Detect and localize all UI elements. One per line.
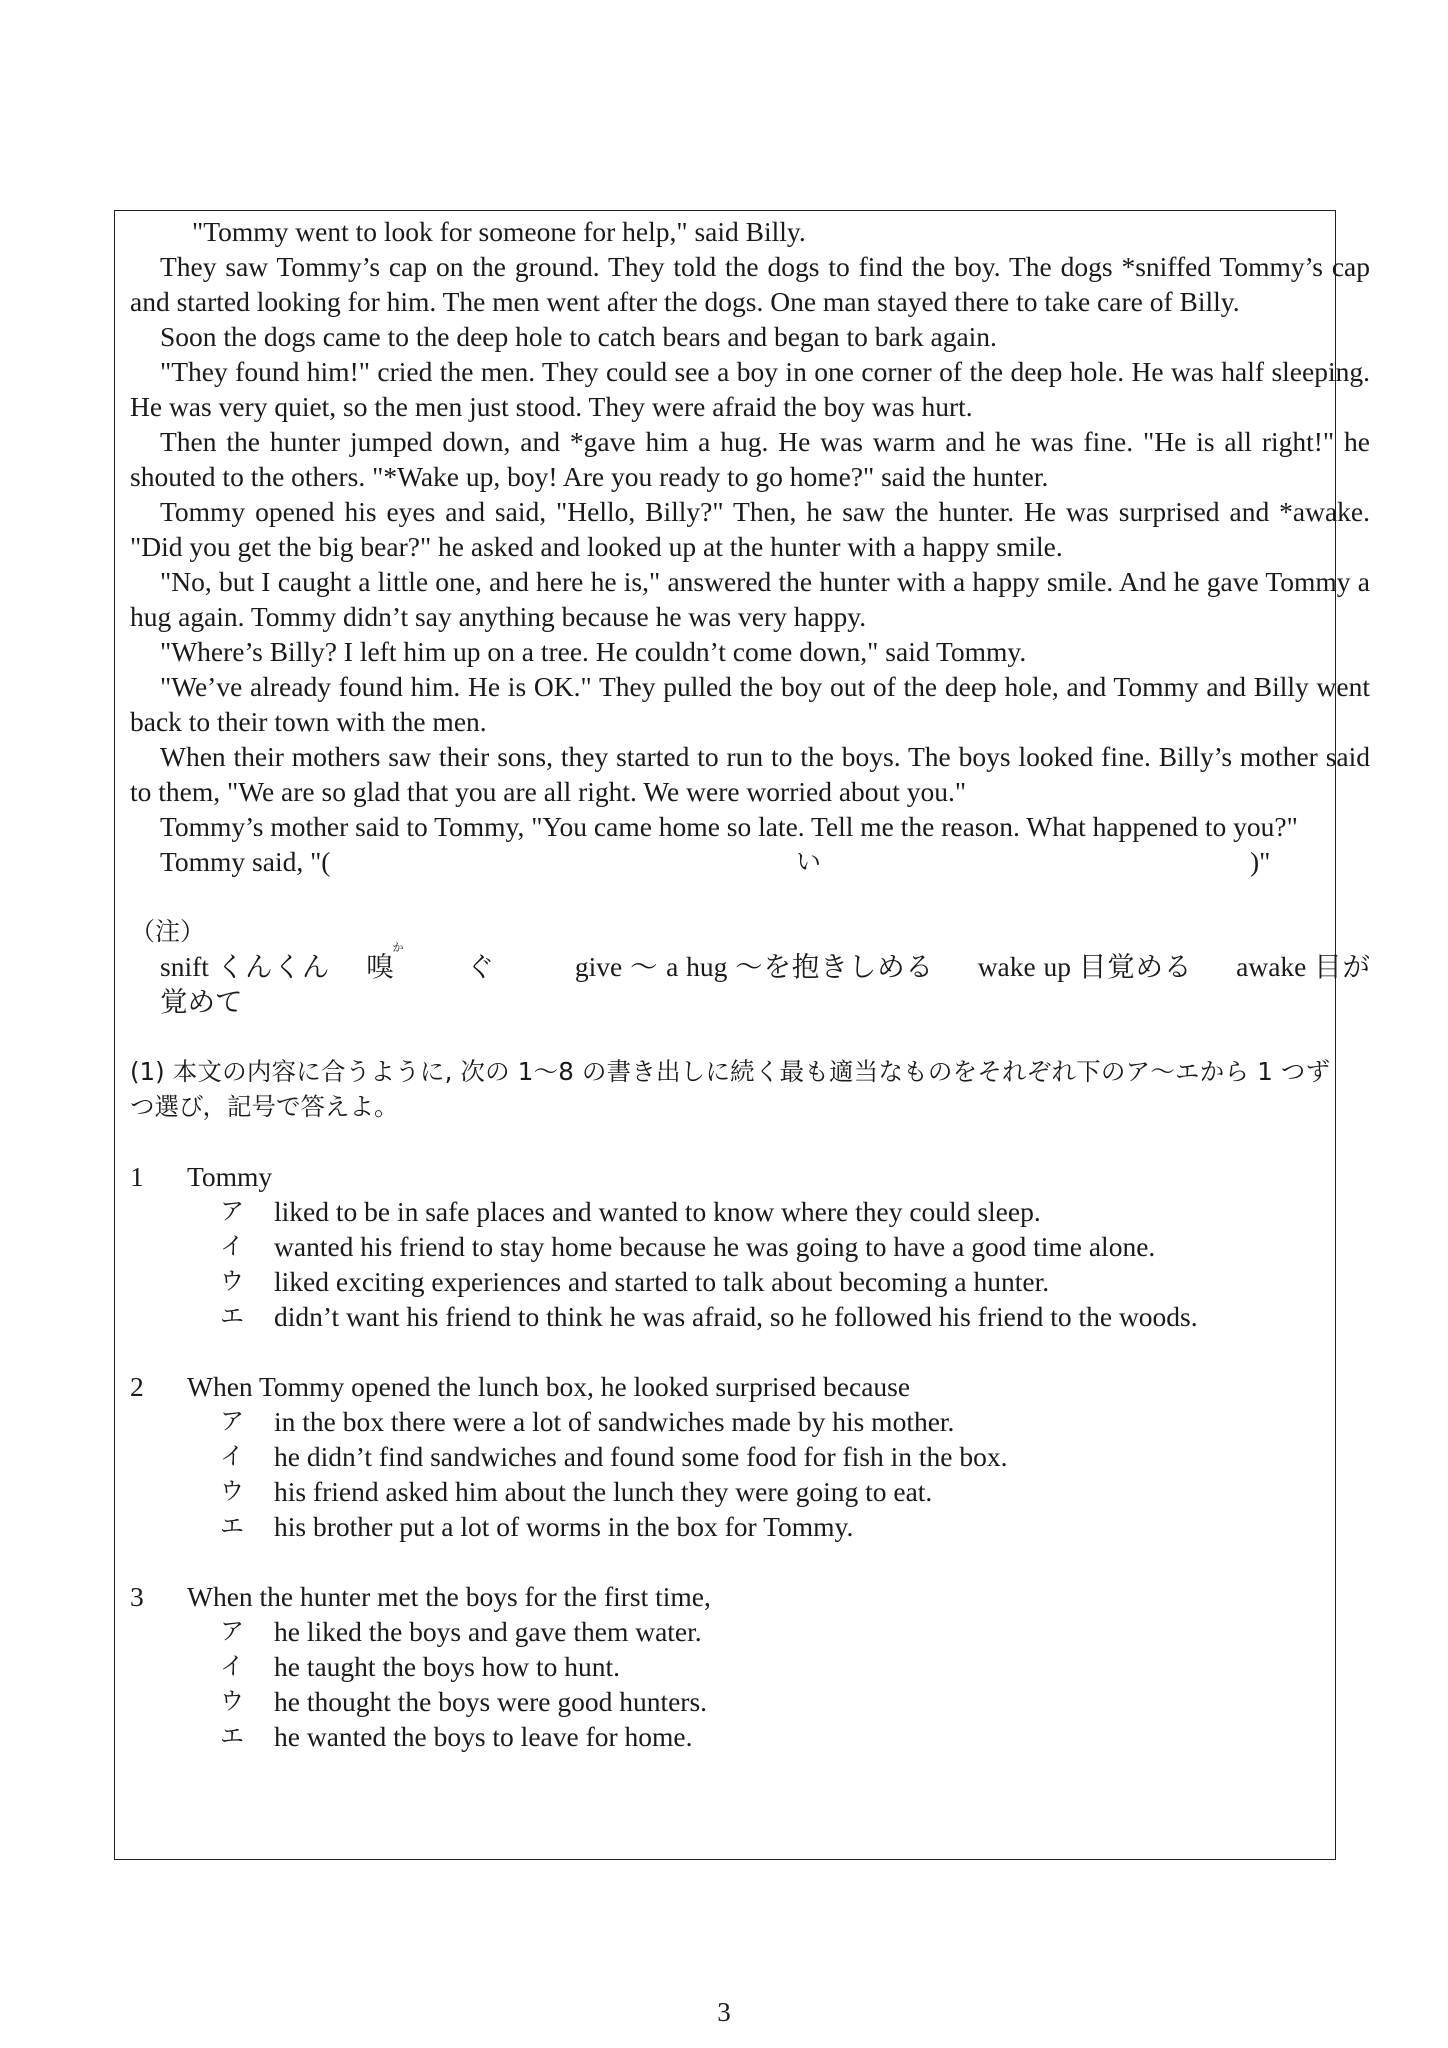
passage-paragraph: They saw Tommy’s cap on the ground. They told the dogs to find the boy. The dogs *sniffed Tommy’s cap and started looking for him. The men went after the dogs. One man stayed there to take care of Billy. xyxy=(130,251,1370,317)
passage-paragraph: Tommy’s mother said to Tommy, "You came home so late. Tell me the reason. What happened to you?" xyxy=(160,811,1298,842)
passage-paragraph: "Tommy went to look for someone for help," said Billy. xyxy=(192,216,806,247)
passage-paragraph: "No, but I caught a little one, and here he is," answered the hunter with a happy smile. And he gave Tommy a hug again. Tommy didn’t say anything because he was very happy. xyxy=(130,566,1370,632)
passage-paragraph: "They found him!" cried the men. They could see a boy in one corner of the deep hole. He was half sleeping. He was very quiet, so the men just stood. They were afraid the boy was hurt. xyxy=(130,356,1370,422)
spacer xyxy=(130,879,1370,914)
passage-paragraph: When their mothers saw their sons, they started to run to the boys. The boys looked fine. Billy’s mother said to them, "We are so glad that you are all right. We were worried about you." xyxy=(130,741,1370,807)
option-text: liked to be in safe places and wanted to know where they could sleep. xyxy=(274,1196,1041,1227)
gloss-hug: give ～ a hug ～を抱きしめる xyxy=(574,951,934,982)
option-key: エ xyxy=(220,1722,244,1750)
option xyxy=(130,1509,1370,1544)
question-text: Tommy xyxy=(187,1161,273,1192)
gloss-sniff-word: snift くんくん xyxy=(160,951,331,982)
exam-content xyxy=(130,214,1370,1754)
option-text: liked exciting experiences and started to talk about becoming a hunter. xyxy=(274,1266,1050,1297)
question-number: 3 xyxy=(130,1581,144,1612)
page-number: 3 xyxy=(717,1997,731,2027)
question-block xyxy=(130,1579,1370,1754)
option xyxy=(130,1404,1370,1439)
option-key: ウ xyxy=(220,1687,244,1715)
option xyxy=(130,1194,1370,1229)
option xyxy=(130,1474,1370,1509)
option-text: wanted his friend to stay home because he was going to have a good time alone. xyxy=(274,1231,1156,1262)
gloss-sniff xyxy=(160,942,531,982)
option-text: his friend asked him about the lunch they were going to eat. xyxy=(274,1476,933,1507)
question-block xyxy=(130,1159,1370,1334)
question-block xyxy=(130,1369,1370,1544)
option-key: ア xyxy=(220,1407,244,1435)
passage-paragraph: Soon the dogs came to the deep hole to catch bears and began to bark again. xyxy=(160,321,997,352)
option xyxy=(130,1649,1370,1684)
passage-paragraph: Tommy opened his eyes and said, "Hello, Billy?" Then, he saw the hunter. He was surprised and *awake. "Did you get the big bear?" he asked and looked up at the hunter with a happy smile. xyxy=(130,496,1370,562)
ruby-reading: か xyxy=(392,942,404,954)
blank-end: )" xyxy=(1250,846,1271,877)
blank-start: Tommy said, "( xyxy=(160,846,331,877)
gloss-wake-up: wake up 目覚める xyxy=(977,951,1193,982)
option-text: he liked the boys and gave them water. xyxy=(274,1616,702,1647)
option xyxy=(130,1684,1370,1719)
spacer xyxy=(130,1124,1370,1159)
option xyxy=(130,1439,1370,1474)
option-key: エ xyxy=(220,1512,244,1540)
option-text: he didn’t find sandwiches and found some food for fish in the box. xyxy=(274,1441,1008,1472)
option-key: ア xyxy=(220,1617,244,1645)
spacer xyxy=(130,1544,1370,1579)
question-stem xyxy=(130,1159,1370,1194)
instruction: (1) 本文の内容に合うように, 次の 1～8 の書き出しに続く最も適当なものをそれぞれ下のア～エから 1 つずつ選び，記号で答えよ。 xyxy=(130,1057,1330,1121)
question-stem xyxy=(130,1369,1370,1404)
option-text: he wanted the boys to leave for home. xyxy=(274,1721,693,1752)
question-stem xyxy=(130,1579,1370,1614)
blank-mark: い xyxy=(796,847,822,876)
option-key: イ xyxy=(220,1232,244,1260)
question-number: 1 xyxy=(130,1161,144,1192)
spacer xyxy=(130,1334,1370,1369)
option xyxy=(130,1614,1370,1649)
spacer xyxy=(130,1019,1370,1054)
option xyxy=(130,1299,1370,1334)
option xyxy=(130,1719,1370,1754)
answer-blank-line xyxy=(130,844,1370,879)
option-key: エ xyxy=(220,1302,244,1330)
option-text: his brother put a lot of worms in the box for Tommy. xyxy=(274,1511,854,1542)
gloss-awake: awake 目が覚めて xyxy=(160,951,1371,1017)
option-key: ウ xyxy=(220,1267,244,1295)
option-text: didn’t want his friend to think he was afraid, so he followed his friend to the woods. xyxy=(274,1301,1198,1332)
passage-paragraph: "We’ve already found him. He is OK." They pulled the boy out of the deep hole, and Tommy and Billy went back to their town with the men. xyxy=(130,671,1370,737)
passage-paragraph: "Where’s Billy? I left him up on a tree. He couldn’t come down," said Tommy. xyxy=(160,636,1027,667)
option-key: イ xyxy=(220,1652,244,1680)
question-text: When the hunter met the boys for the first time, xyxy=(187,1581,711,1612)
glossary-line xyxy=(130,942,1371,1019)
kanji: 嗅 xyxy=(366,951,394,982)
gloss-sniff-rest: ぐ xyxy=(465,951,496,982)
option-key: ア xyxy=(220,1197,244,1225)
passage-paragraph: Then the hunter jumped down, and *gave him a hug. He was warm and he was fine. "He is all right!" he shouted to the others. "*Wake up, boy! Are you ready to go home?" said the hunter. xyxy=(130,426,1370,492)
ruby-kanji xyxy=(366,942,430,984)
option-text: he thought the boys were good hunters. xyxy=(274,1686,708,1717)
option xyxy=(130,1229,1370,1264)
option-key: イ xyxy=(220,1442,244,1470)
question-text: When Tommy opened the lunch box, he looked surprised because xyxy=(187,1371,911,1402)
option-key: ウ xyxy=(220,1477,244,1505)
notes-heading: （注） xyxy=(130,917,206,946)
option-text: in the box there were a lot of sandwiches made by his mother. xyxy=(274,1406,955,1437)
option-text: he taught the boys how to hunt. xyxy=(274,1651,621,1682)
question-number: 2 xyxy=(130,1371,144,1402)
option xyxy=(130,1264,1370,1299)
